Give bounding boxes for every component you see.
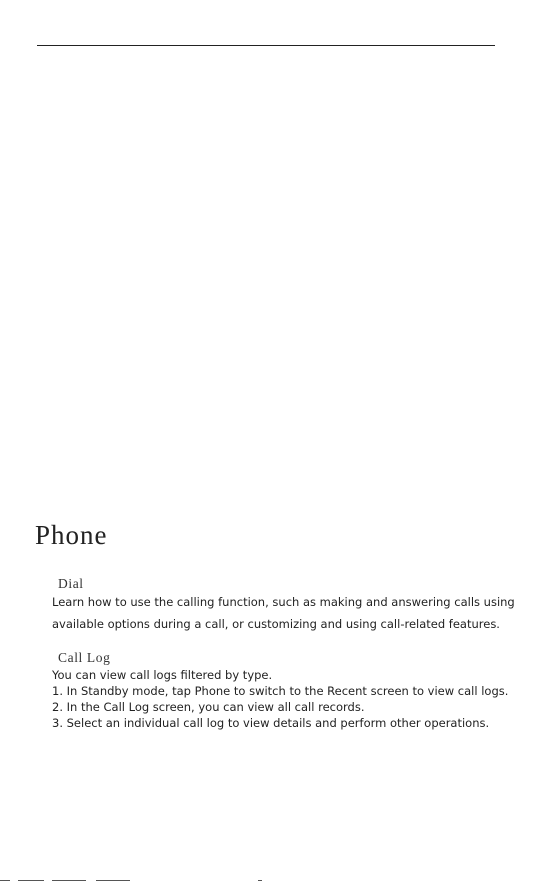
dial-paragraph-line: Learn how to use the calling function, such as making and answering calls using <box>52 595 515 609</box>
call-log-step: 1. In Standby mode, tap Phone to switch to the Recent screen to view call logs. <box>52 684 509 698</box>
chapter-title: Phone <box>35 520 108 550</box>
bottom-scan-marks <box>0 879 536 883</box>
section-heading-call-log: Call Log <box>58 650 111 665</box>
section-heading-dial: Dial <box>58 576 84 591</box>
call-log-intro-line: You can view call logs filtered by type. <box>52 668 273 682</box>
dial-paragraph-line: available options during a call, or customizing and using call-related features. <box>52 617 500 631</box>
call-log-step: 3. Select an individual call log to view details and perform other operations. <box>52 716 490 730</box>
call-log-step: 2. In the Call Log screen, you can view all call records. <box>52 700 365 714</box>
header-rule <box>37 45 495 46</box>
